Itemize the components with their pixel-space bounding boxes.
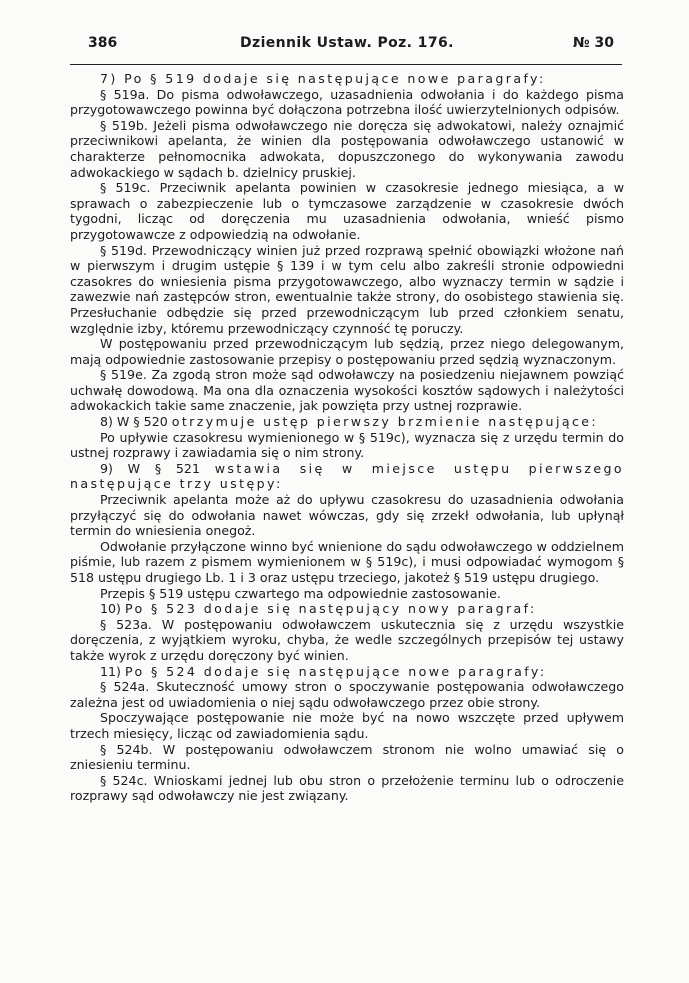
paragraph-lead: § 519d. Przewodniczący winien już przed rozprawą spełnić obowiązki włożone nań w pierwszym i drugim ustępie § 139 i w tym celu albo zakreśli stronie odpowiedni czasokres do wniesienia pisma przygotowawczego, albo wyznaczy termin w sądzie i zawezwie nań zastępców stron, ewentualnie także strony, do osobistego stawienia się. Przesłuchanie odbędzie się przed przewodniczącym lub przed członkiem senatu, względnie izby, któremu przewodniczący czynność tę poruczy. bbox=[70, 242, 624, 336]
paragraph-spaced: 7) Po § 519 dodaje się następujące nowe paragrafy: bbox=[100, 71, 546, 86]
paragraph-lead: Przepis § 519 ustępu czwartego ma odpowiednie zastosowanie. bbox=[100, 585, 501, 601]
header-rule bbox=[70, 64, 622, 65]
paragraph-lead: § 519b. Jeżeli pisma odwoławczego nie doręcza się adwokatowi, należy oznajmić przeciwnikowi apelanta, że winien dla postępowania odwoławczego ustanowić w charakterze pełnomocnika adwokata, dopuszczonego do wykonywania zawodu adwokackiego w sądach b. dzielnicy pruskiej. bbox=[70, 117, 624, 180]
paragraph bbox=[70, 118, 624, 180]
paragraph bbox=[70, 367, 624, 414]
paragraph-lead: § 524c. Wnioskami jednej lub obu stron o przełożenie terminu lub o odroczenie rozprawy sąd odwoławczy nie jest związany. bbox=[70, 772, 624, 804]
paragraph bbox=[70, 71, 624, 87]
paragraph-spaced: Po § 524 dodaje się następujące nowe paragrafy: bbox=[124, 663, 547, 679]
paragraph bbox=[70, 430, 624, 461]
paragraph-lead: Przeciwnik apelanta może aż do upływu czasokresu do uzasadnienia odwołania przyłączyć się do odwołania nawet wówczas, gdy się zrzekł odwołania, lub upłynął termin do wniesienia onegoż. bbox=[70, 492, 624, 539]
paragraph bbox=[70, 243, 624, 337]
journal-title: Dziennik Ustaw. Poz. 176. bbox=[240, 35, 454, 51]
paragraph-lead: 11) bbox=[100, 663, 125, 679]
paragraph bbox=[70, 461, 624, 492]
paragraph bbox=[70, 742, 624, 773]
paragraph-lead: Spoczywające postępowanie nie może być na nowo wszczęte przed upływem trzech miesięcy, licząc od zawiadomienia sądu. bbox=[70, 710, 624, 741]
paragraph-lead: 10) bbox=[100, 601, 125, 617]
paragraph-lead: § 519a. Do pisma odwoławczego, uzasadnienia odwołania i do każdego pisma przygotowawczego powinna być dołączona potrzebna ilość uwierzytelnionych odpisów. bbox=[70, 86, 624, 118]
paragraph-lead: Odwołanie przyłączone winno być wnienione do sądu odwoławczego w oddzielnem piśmie, lub razem z pismem wymienionem w § 519c), i musi odpowiadać wymogom § 518 ustępu drugiego Lb. 1 i 3 oraz ustępu trzeciego, jakoteż § 519 ustępu drugiego. bbox=[70, 538, 624, 585]
paragraph-lead: § 524b. W postępowaniu odwoławczem stronom nie wolno umawiać się o zniesieniu terminu. bbox=[70, 741, 624, 773]
paragraph-lead: Po upływie czasokresu wymienionego w § 519c), wyznacza się z urzędu termin do ustnej rozprawy i zawiadamia się o nim strony. bbox=[70, 429, 624, 461]
paragraph bbox=[70, 617, 624, 664]
paragraph-lead: § 524a. Skuteczność umowy stron o spoczywanie postępowania odwoławczego zależna jest od uwiadomienia o niej sądu odwoławczego przez obie strony. bbox=[70, 679, 624, 710]
page-number: 386 bbox=[88, 35, 118, 51]
paragraph bbox=[70, 180, 624, 242]
document-body bbox=[70, 71, 624, 804]
paragraph bbox=[70, 601, 624, 617]
paragraph-lead: 9) W § 521 bbox=[100, 460, 215, 476]
paragraph bbox=[70, 539, 624, 586]
page-header bbox=[88, 33, 614, 57]
paragraph-lead: W postępowaniu przed przewodniczącym lub sędzią, przez niego delegowanym, mają odpowiednie zastosowanie przepisy o postępowaniu przed sędzią wyznaczonym. bbox=[70, 336, 624, 367]
paragraph bbox=[70, 586, 624, 602]
paragraph-lead: § 523a. W postępowaniu odwoławczem uskutecznia się z urzędu wszystkie doręczenia, z wyjątkiem wyroku, chyba, że wedle szczególnych przepisów tej ustawy także wyrok z urzędu doręczony być winien. bbox=[70, 616, 624, 663]
paragraph bbox=[70, 87, 624, 118]
paragraph-spaced: Po § 523 dodaje się następujący nowy paragraf: bbox=[124, 601, 537, 617]
paragraph bbox=[70, 492, 624, 539]
paragraph bbox=[70, 336, 624, 367]
paragraph bbox=[70, 414, 624, 430]
paragraph bbox=[70, 664, 624, 680]
issue-number: № 30 bbox=[572, 35, 614, 51]
paragraph-lead: § 519c. Przeciwnik apelanta powinien w czasokresie jednego miesiąca, a w sprawach o zabezpieczenie lub o tymczasowe zarządzenie w czasokresie dwóch tygodni, licząc od doręczenia mu uzasadnienia odwołania, wnieść pismo przygotowawcze z odpowiedzią na odwołanie. bbox=[70, 180, 624, 242]
paragraph-spaced: wstawia się w miejsce ustępu pierwszego następujące trzy ustępy: bbox=[70, 460, 624, 492]
paragraph-lead: 8) W § 520 bbox=[100, 414, 172, 430]
paragraph-lead: § 519e. Za zgodą stron może sąd odwoławczy na posiedzeniu niejawnem powziąć uchwałę dowodową. Ma ona dla oznaczenia wysokości kosztów sądowych i należytości adwokackich takie same znaczenie, jak powzięta przy ustnej rozprawie. bbox=[70, 367, 624, 414]
paragraph-spaced: otrzymuje ustęp pierwszy brzmienie następujące: bbox=[171, 414, 599, 430]
paragraph bbox=[70, 679, 624, 710]
paragraph bbox=[70, 773, 624, 804]
paragraph bbox=[70, 710, 624, 741]
